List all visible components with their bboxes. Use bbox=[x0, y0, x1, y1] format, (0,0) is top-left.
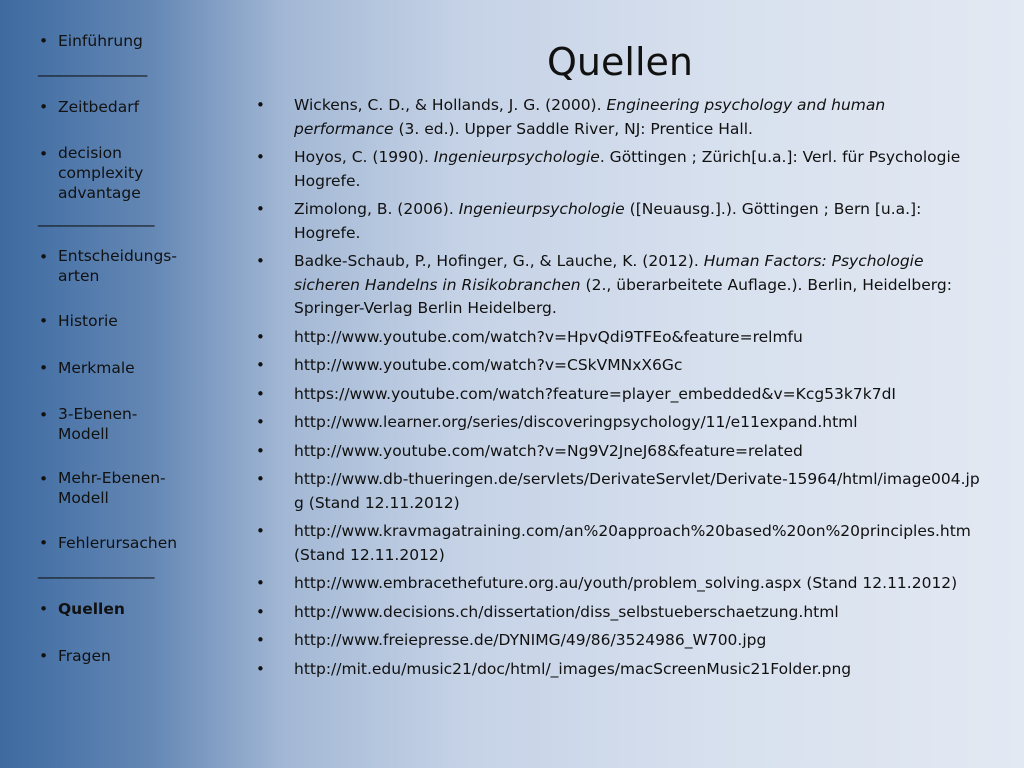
bullet-icon: • bbox=[39, 145, 49, 163]
sidebar-item-zeitbedarf[interactable] bbox=[38, 96, 198, 119]
reference-item bbox=[252, 520, 987, 567]
bullet-icon: • bbox=[256, 384, 265, 403]
reference-work-title: Human Factors: Psychologie sicheren Handelns in Risikobranchen bbox=[294, 252, 924, 294]
reference-link[interactable]: https://www.youtube.com/watch?feature=player_embedded&v=Kcg53k7k7dI bbox=[294, 384, 896, 403]
sidebar-item-decision-complexity-advantage[interactable] bbox=[38, 143, 198, 203]
bullet-icon: • bbox=[256, 470, 265, 488]
sidebar-item-label: Fehlerursachen bbox=[58, 534, 178, 552]
reference-work-title: Ingenieurpsychologie bbox=[433, 148, 600, 166]
sidebar-nav bbox=[38, 30, 198, 692]
bullet-icon: • bbox=[39, 647, 49, 665]
bullet-icon: • bbox=[39, 406, 49, 424]
sidebar-item-label: complexity bbox=[58, 164, 144, 182]
reference-link[interactable]: http://www.freiepresse.de/DYNIMG/49/86/3524986_W700.jpg bbox=[294, 631, 767, 649]
reference-work-title: Engineering psychology and human performance bbox=[294, 96, 886, 138]
bullet-icon: • bbox=[256, 356, 265, 374]
sidebar-item-label: Modell bbox=[58, 425, 109, 443]
sidebar-item-einführung[interactable] bbox=[38, 30, 198, 53]
bullet-icon: • bbox=[39, 470, 49, 488]
bullet-icon: • bbox=[256, 441, 265, 460]
reference-item bbox=[252, 146, 987, 193]
sidebar-item-label: Merkmale bbox=[58, 359, 135, 377]
bullet-icon: • bbox=[256, 522, 265, 540]
reference-item bbox=[252, 383, 987, 407]
reference-link[interactable]: http://www.kravmagatraining.com/an%20approach%20based%20on%20principles.htm (Stand 12.11.2012) bbox=[294, 522, 971, 564]
section-separator: _______________ bbox=[38, 59, 147, 77]
sidebar-item-quellen[interactable] bbox=[38, 598, 198, 621]
reference-list bbox=[252, 94, 987, 686]
reference-link[interactable]: http://www.embracethefuture.org.au/youth/problem_solving.aspx (Stand 12.11.2012) bbox=[294, 574, 958, 592]
reference-link[interactable]: http://www.decisions.ch/dissertation/diss_selbstueberschaetzung.html bbox=[294, 602, 839, 621]
reference-link[interactable]: http://mit.edu/music21/doc/html/_images/macScreenMusic21Folder.png bbox=[294, 659, 852, 678]
reference-link[interactable]: http://www.youtube.com/watch?v=HpvQdi9TFEo&feature=relmfu bbox=[294, 327, 803, 346]
reference-item bbox=[252, 411, 987, 435]
reference-text: Hoyos, C. (1990). bbox=[294, 148, 434, 166]
bullet-icon: • bbox=[256, 148, 265, 166]
reference-link[interactable]: http://www.db-thueringen.de/servlets/DerivateServlet/Derivate-15964/html/image004.jpg (Stand 12.11.2012) bbox=[294, 470, 980, 512]
sidebar-item-label: Zeitbedarf bbox=[58, 98, 140, 116]
bullet-icon: • bbox=[256, 252, 265, 270]
reference-item bbox=[252, 468, 987, 515]
sidebar-item-label: Historie bbox=[58, 312, 118, 330]
bullet-icon: • bbox=[39, 98, 49, 116]
reference-item bbox=[252, 94, 987, 141]
sidebar-item-label: 3-Ebenen- bbox=[58, 405, 138, 423]
reference-item bbox=[252, 354, 987, 378]
slide-title: Quellen bbox=[547, 40, 693, 84]
reference-work-title: Ingenieurpsychologie bbox=[458, 200, 625, 218]
reference-text: Wickens, C. D., & Hollands, J. G. (2000). bbox=[294, 96, 607, 114]
bullet-icon: • bbox=[256, 631, 265, 649]
sidebar-item-label: Mehr-Ebenen- bbox=[58, 469, 166, 487]
reference-text: ([Neuausg.].). Göttingen ; Bern [u.a.]: Hogrefe. bbox=[294, 200, 922, 242]
bullet-icon: • bbox=[256, 327, 265, 346]
reference-text: Badke-Schaub, P., Hofinger, G., & Lauche, K. (2012). bbox=[294, 252, 704, 270]
reference-item bbox=[252, 601, 987, 625]
reference-item bbox=[252, 198, 987, 245]
bullet-icon: • bbox=[39, 534, 49, 552]
section-separator: ________________ bbox=[38, 209, 154, 227]
sidebar-item-fragen[interactable] bbox=[38, 645, 198, 668]
sidebar-item-label: Quellen bbox=[58, 600, 125, 618]
sidebar-item-label: Fragen bbox=[58, 647, 111, 665]
reference-item bbox=[252, 440, 987, 464]
sidebar-item-historie[interactable] bbox=[38, 310, 198, 333]
sidebar-item-label: Entscheidungs- bbox=[58, 247, 177, 265]
section-separator: ________________ bbox=[38, 561, 154, 579]
bullet-icon: • bbox=[256, 200, 265, 218]
sidebar-item-mehr-ebenen-modell[interactable] bbox=[38, 468, 198, 508]
reference-item bbox=[252, 250, 987, 321]
reference-item bbox=[252, 629, 987, 653]
bullet-icon: • bbox=[39, 248, 49, 266]
bullet-icon: • bbox=[39, 32, 49, 50]
bullet-icon: • bbox=[256, 96, 265, 114]
sidebar-item-label: Einführung bbox=[58, 32, 143, 50]
bullet-icon: • bbox=[256, 659, 265, 678]
reference-item bbox=[252, 658, 987, 682]
reference-item bbox=[252, 326, 987, 350]
reference-item bbox=[252, 572, 987, 596]
bullet-icon: • bbox=[39, 600, 49, 618]
bullet-icon: • bbox=[39, 359, 49, 377]
sidebar-item-label: arten bbox=[58, 267, 100, 285]
reference-text: . Göttingen ; Zürich[u.a.]: Verl. für Psychologie Hogrefe. bbox=[294, 148, 961, 190]
sidebar-item-entscheidungs-arten[interactable] bbox=[38, 246, 198, 286]
bullet-icon: • bbox=[256, 602, 265, 621]
reference-link[interactable]: http://www.learner.org/series/discoveringpsychology/11/e11expand.html bbox=[294, 413, 858, 431]
sidebar-item-fehlerursachen[interactable] bbox=[38, 532, 198, 555]
bullet-icon: • bbox=[39, 312, 49, 330]
reference-text: (3. ed.). Upper Saddle River, NJ: Prentice Hall. bbox=[393, 119, 753, 138]
sidebar-item-label: Modell bbox=[58, 489, 109, 507]
bullet-icon: • bbox=[256, 413, 265, 431]
reference-text: Zimolong, B. (2006). bbox=[294, 200, 459, 218]
sidebar-item-3-ebenen-modell[interactable] bbox=[38, 404, 198, 444]
reference-text: (2., überarbeitete Auflage.). Berlin, Heidelberg: Springer-Verlag Berlin Heidelberg. bbox=[294, 275, 952, 317]
sidebar-item-label: decision bbox=[58, 144, 122, 162]
reference-link[interactable]: http://www.youtube.com/watch?v=CSkVMNxX6Gc bbox=[294, 356, 683, 374]
sidebar-item-label: advantage bbox=[58, 184, 141, 202]
reference-link[interactable]: http://www.youtube.com/watch?v=Ng9V2JneJ68&feature=related bbox=[294, 441, 803, 460]
bullet-icon: • bbox=[256, 574, 265, 592]
sidebar-item-merkmale[interactable] bbox=[38, 357, 198, 380]
